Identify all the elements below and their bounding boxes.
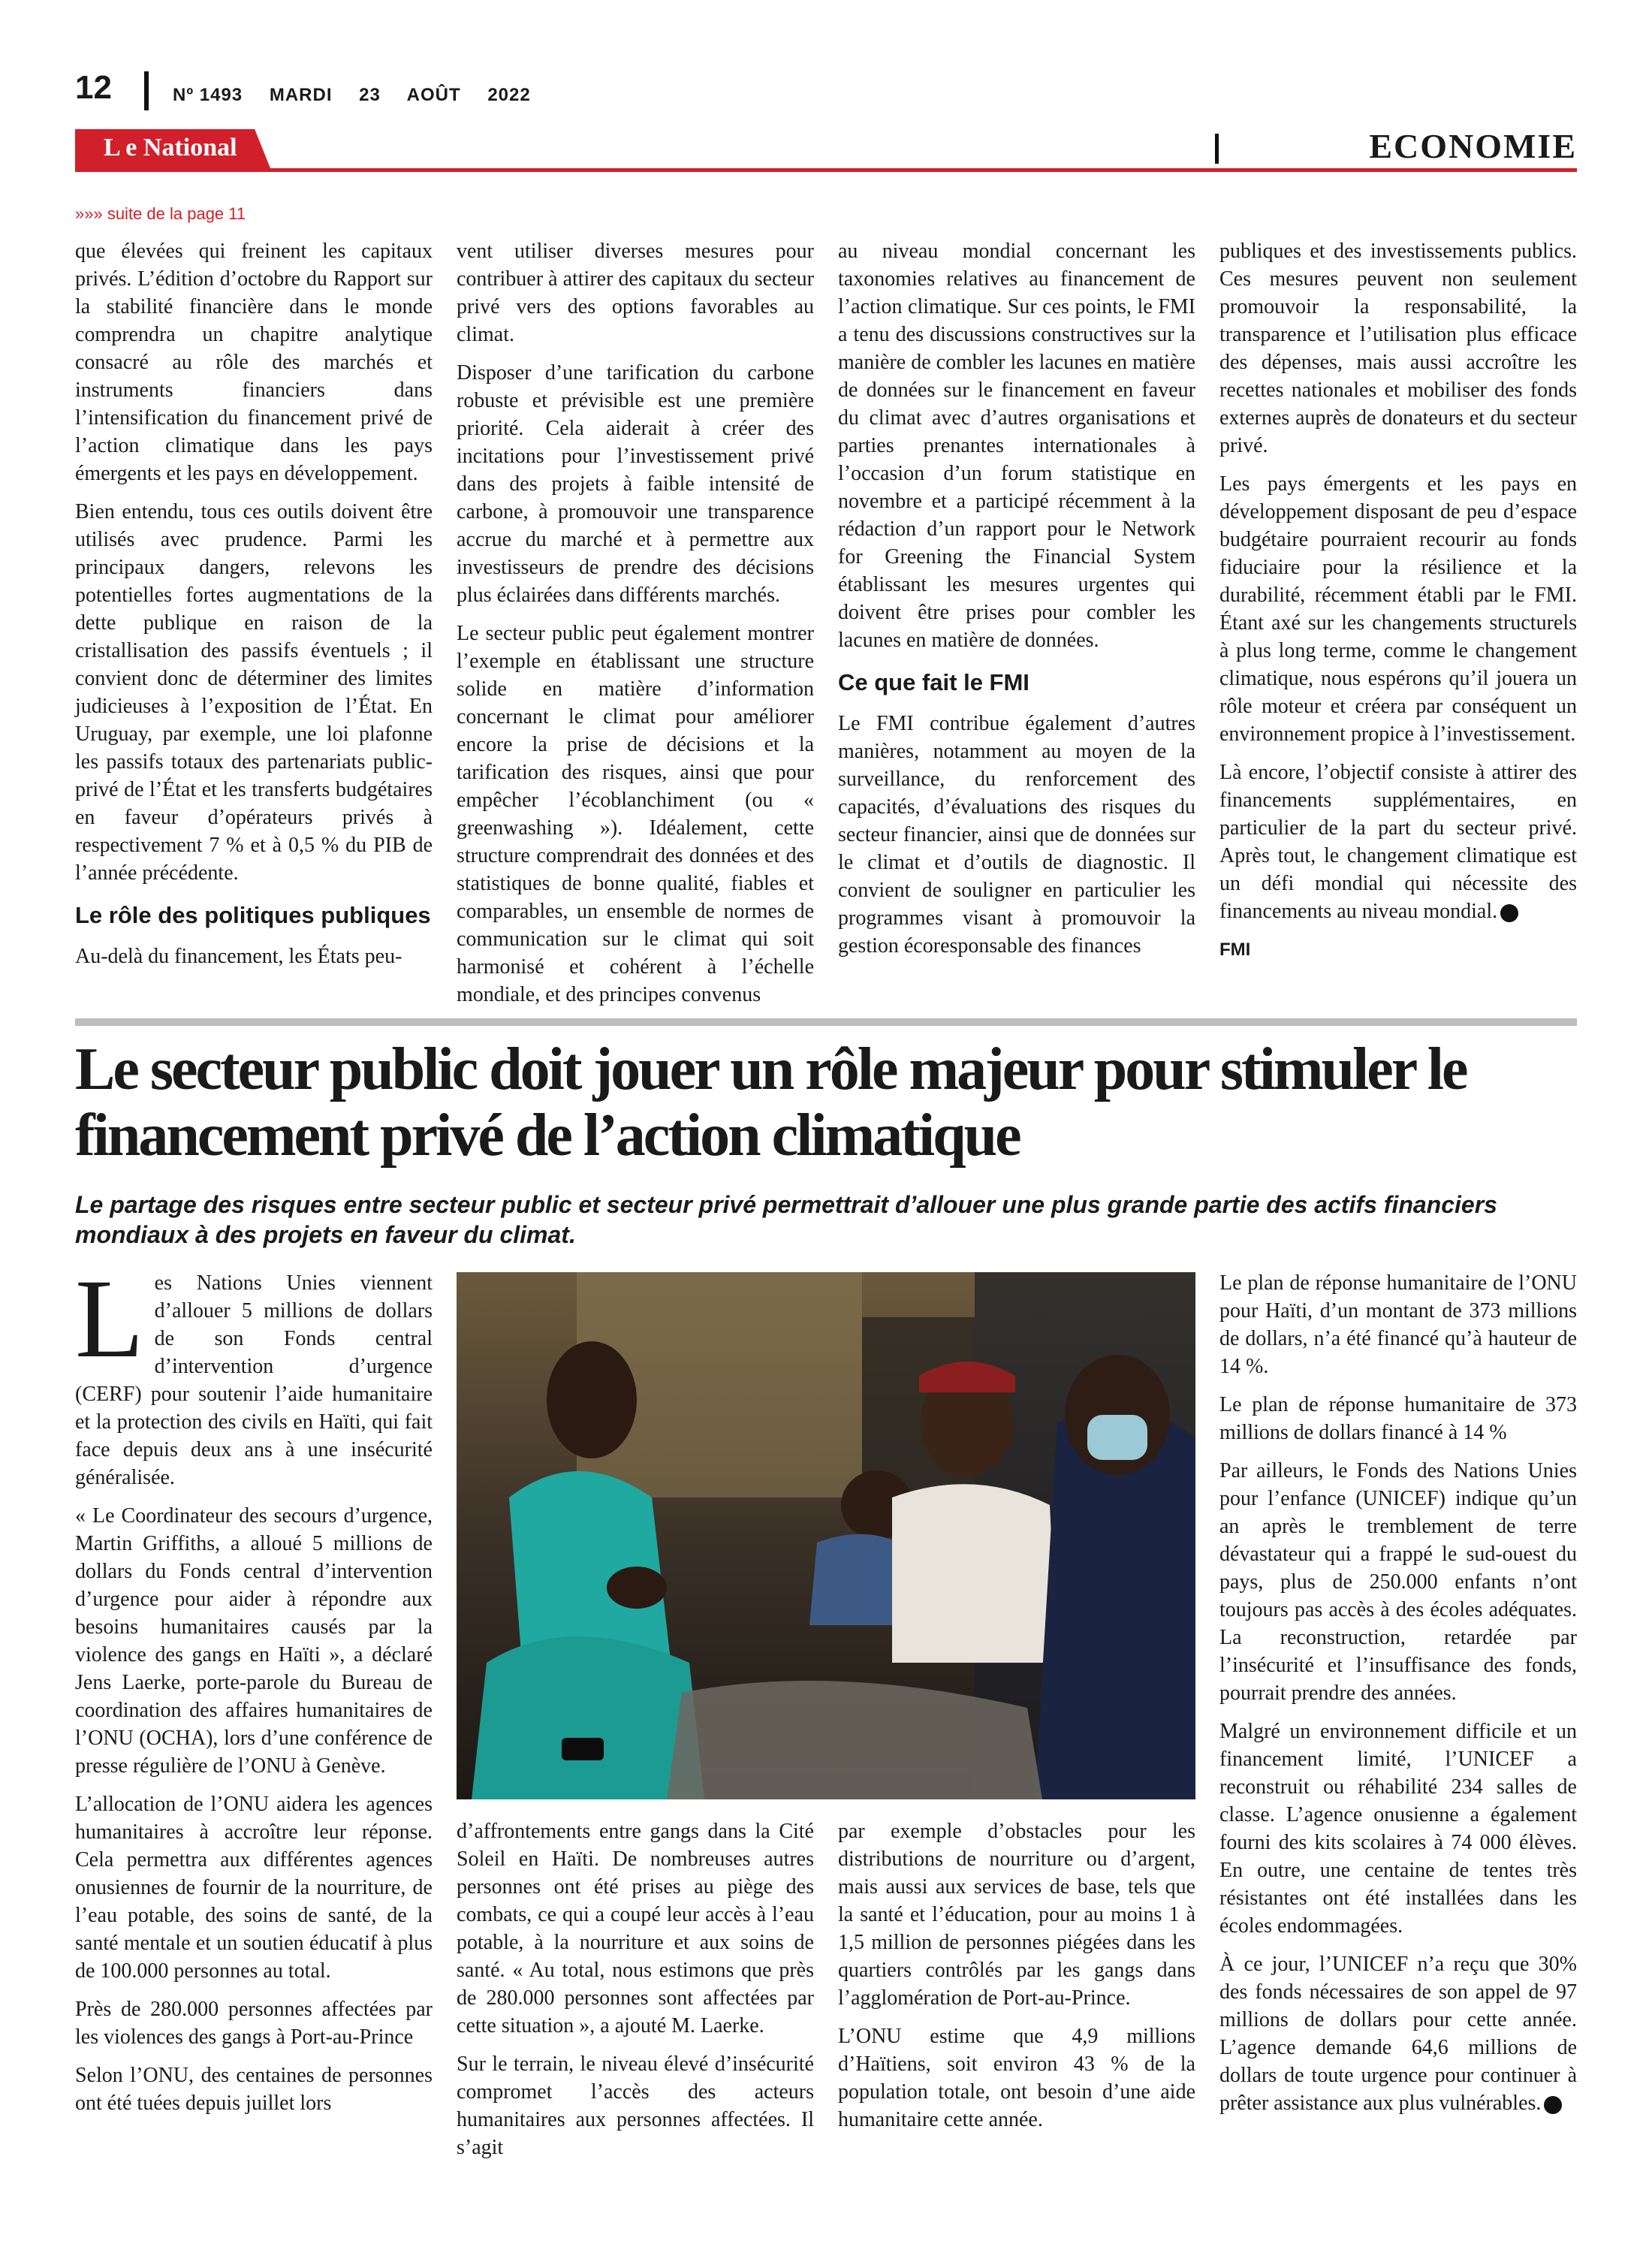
top-article-column-1 (75, 237, 433, 981)
main-article-column-3 (838, 1817, 1195, 2144)
article-photo (457, 1272, 1195, 1799)
article-separator (75, 1018, 1577, 1026)
paragraph: Bien entendu, tous ces outils doivent être utilisés avec prudence. Parmi les principaux dangers, relevons les potentielles fortes augmentations de la dette publique en raison de la cristallisation des passifs éventuels ; il convient donc de déterminer des limites judicieuses à l’exposition de l’État. En Uruguay, par exemple, une loi plafonne les passifs totaux des partenariats public-privé de l’État et les transferts budgétaires en faveur d’opérateurs privés à respectivement 7 % et à 0,5 % du PIB de l’année précédente. (75, 500, 433, 885)
section-divider (1215, 134, 1219, 164)
paragraph-text: es Nations Unies viennent d’allouer 5 millions de dollars de son Fonds central d’intervention d’urgence (CERF) pour soutenir l’aide humanitaire et la protection des civils en Haïti, qui fait face depuis deux ans à une insécurité généralisée. (75, 1271, 433, 1489)
main-article-column-4 (1219, 1269, 1577, 2128)
issue-number: Nº 1493 (173, 85, 243, 105)
opening-paragraph (75, 1256, 433, 1491)
top-article-column-2 (457, 237, 814, 1019)
photo-illustration (457, 1272, 1195, 1799)
subheading: Ce que fait le FMI (838, 669, 1029, 695)
paragraph-text: Là encore, l’objectif consiste à attirer des financements supplémentaires, en particulier de la part du secteur privé. Après tout, le changement climatique est un défi mondial qui nécessite des financements au niveau mondial. (1219, 761, 1577, 923)
header-rule (75, 168, 1577, 172)
date-year: 2022 (487, 85, 531, 105)
end-mark-icon (1544, 2096, 1562, 2114)
page-number: 12 (75, 69, 112, 106)
end-mark-icon (1500, 904, 1518, 922)
date-month: AOÛT (406, 85, 461, 105)
newspaper-brand: L e National (104, 134, 237, 161)
paragraph: que élevées qui freinent les capitaux privés. L’édition d’octobre du Rapport sur la stabilité financière dans le monde comprendra un chapitre analytique consacré au rôle des marchés et instruments financiers dans l’intensification du financement privé de l’action climatique dans les pays émergents et les pays en développement. (75, 240, 433, 485)
paragraph: par exemple d’obstacles pour les distributions de nourriture ou d’argent, mais aussi aux services de base, tels que la santé et l’éducation, pour au moins 1 à 1,5 million de personnes piégées dans les quartiers contrôlés par les gangs dans l’agglomération de Port-au-Prince. (838, 1820, 1195, 2010)
issue-date-line (173, 85, 552, 106)
paragraph: publiques et des investissements publics. Ces mesures peuvent non seulement promouvoir la responsabilité, la transparence et l’utilisation plus efficace des dépenses, mais aussi accroître les recettes nationales et mobiliser des fonds externes auprès de donateurs et du secteur privé. (1219, 240, 1577, 457)
header-divider (144, 71, 149, 110)
paragraph: Le secteur public peut également montrer l’exemple en établissant une structure solide en matière d’information concernant le climat pour améliorer encore la prise de décisions et la tarification des risques, ainsi que pour empêcher l’écoblanchiment (ou « greenwashing »). Idéalement, cette structure comprendrait des données et des statistiques de bonne qualité, fiables et comparables, un ensemble de normes de communication sur le climat qui soit harmonisé et cohérent à l’échelle mondiale, et des principes convenus (457, 622, 814, 1006)
paragraph: Sur le terrain, le niveau élevé d’insécurité compromet l’accès des acteurs humanitaires aux personnes affectées. Il s’agit (457, 2052, 814, 2159)
paragraph: d’affrontements entre gangs dans la Cité Soleil en Haïti. De nombreuses autres personnes ont été prises au piège des combats, ce qui a coupé leur accès à l’eau potable, à la nourriture et aux soins de santé. « Au total, nous estimons que près de 280.000 personnes sont affectées par cette situation », a ajouté M. Laerke. (457, 1820, 814, 2037)
paragraph: Malgré un environnement difficile et un financement limité, l’UNICEF a reconstruit ou réhabilité 234 salles de classe. L’agence onusienne a également fourni des kits scolaires à 74 000 élèves. En outre, une centaine de tentes très résistantes ont été installées dans les écoles endommagées. (1219, 1720, 1577, 1938)
subheading: Le rôle des politiques publiques (75, 902, 431, 928)
paragraph: Au-delà du financement, les États peu- (75, 945, 402, 968)
main-article-column-1 (75, 1256, 433, 2128)
paragraph-last (1219, 1950, 1577, 2117)
drop-cap: L (75, 1256, 144, 1381)
article-lead: Le partage des risques entre secteur public et secteur privé permettrait d’allouer une plus grande partie des actifs financiers mondiaux à des projets en faveur du climat. (75, 1191, 1497, 1248)
paragraph: Disposer d’une tarification du carbone robuste et prévisible est une première priorité. Cela aiderait à créer des incitations pour l’investissement privé dans des projets à faible intensité de carbone, à promouvoir une transparence accrue du marché et à permettre aux investisseurs de prendre des décisions plus éclairées dans différents marchés. (457, 361, 814, 607)
paragraph: L’ONU estime que 4,9 millions d’Haïtiens, soit environ 43 % de la population totale, ont besoin d’une aide humanitaire cette année. (838, 2025, 1195, 2131)
paragraph: Selon l’ONU, des centaines de personnes ont été tuées depuis juillet lors (75, 2064, 433, 2115)
paragraph: « Le Coordinateur des secours d’urgence, Martin Griffiths, a alloué 5 millions de dollars du Fonds central d’intervention d’urgence pour aider à répondre aux besoins humanitaires causés par la violence des gangs en Haïti », a déclaré Jens Laerke, porte-parole du Bureau de coordination des affaires humanitaires de l’ONU (OCHA), lors d’une conférence de presse régulière de l’ONU à Genève. (75, 1504, 433, 1778)
paragraph: Près de 280.000 personnes affectées par les violences des gangs à Port-au-Prince (75, 1998, 433, 2049)
top-article-column-3 (838, 237, 1195, 970)
paragraph: Le FMI contribue également d’autres manières, notamment au moyen de la surveillance, du renforcement des capacités, d’évaluations des risques du secteur financier, ainsi que de données sur le climat et d’outils de diagnostic. Il convient de souligner en particulier les programmes visant à promouvoir la gestion écoresponsable des finances (838, 712, 1195, 958)
weekday: MARDI (269, 85, 333, 105)
paragraph: au niveau mondial concernant les taxonomies relatives au financement de l’action climatique. Sur ces points, le FMI a tenu des discussions constructives sur la manière de combler les lacunes en matière de données sur le financement en faveur du climat avec d’autres organisations et parties prenantes internationales à l’occasion d’un forum statistique en novembre et a participé récemment à la rédaction d’un rapport pour le Network for Greening the Financial System établissant les mesures urgentes qui doivent être prises pour combler les lacunes en matière de données. (838, 240, 1195, 652)
section-title: ECONOMIE (1369, 127, 1577, 165)
paragraph: Le plan de réponse humanitaire de l’ONU pour Haïti, d’un montant de 373 millions de dollars, n’a été financé qu’à hauteur de 14 %. (1219, 1271, 1577, 1378)
paragraph: vent utiliser diverses mesures pour contribuer à attirer des capitaux du secteur privé vers des options favorables au climat. (457, 240, 814, 346)
paragraph-last (1219, 759, 1577, 925)
paragraph: Le plan de réponse humanitaire de 373 millions de dollars financé à 14 % (1219, 1393, 1577, 1444)
paragraph: Par ailleurs, le Fonds des Nations Unies pour l’enfance (UNICEF) indique qu’un an après le tremblement de terre dévastateur qui a frappé le sud-ouest du pays, plus de 250.000 enfants n’ont toujours pas accès à des écoles adéquates. La reconstruction, retardée par l’insécurité et l’insuffisance des fonds, pourrait prendre des années. (1219, 1459, 1577, 1705)
main-headline: Le secteur public doit jouer un rôle majeur pour stimuler le financement privé de l’action climatique (75, 1036, 1467, 1169)
paragraph: L’allocation de l’ONU aidera les agences humanitaires à accroître leur réponse. Cela permettra aux différentes agences onusiennes de fournir de la nourriture, de l’eau potable, des soins de santé, de la santé mentale et un soutien éducatif à plus de 100.000 personnes au total. (75, 1793, 433, 1983)
main-article-column-2 (457, 1817, 814, 2172)
top-article-column-4 (1219, 237, 1577, 964)
paragraph-text: À ce jour, l’UNICEF n’a reçu que 30% des fonds nécessaires de son appel de 97 millions de dollars pour cette année. L’agence demande 64,6 millions de dollars de toute urgence pour continuer à prêter assistance aux plus vulnérables. (1219, 1953, 1577, 2115)
paragraph: Les pays émergents et les pays en développement disposant de peu d’espace budgétaire pourraient recourir au fonds fiduciaire pour la résilience et la durabilité, récemment établi par le FMI. Étant axé sur les changements structurels à plus long terme, comme le changement climatique, nous espérons qu’il jouera un rôle moteur et créera par conséquent un environnement propice à l’investissement. (1219, 472, 1577, 746)
article-signature: FMI (1219, 940, 1251, 960)
continuation-note: »»» suite de la page 11 (75, 204, 246, 223)
date-day: 23 (359, 85, 381, 105)
